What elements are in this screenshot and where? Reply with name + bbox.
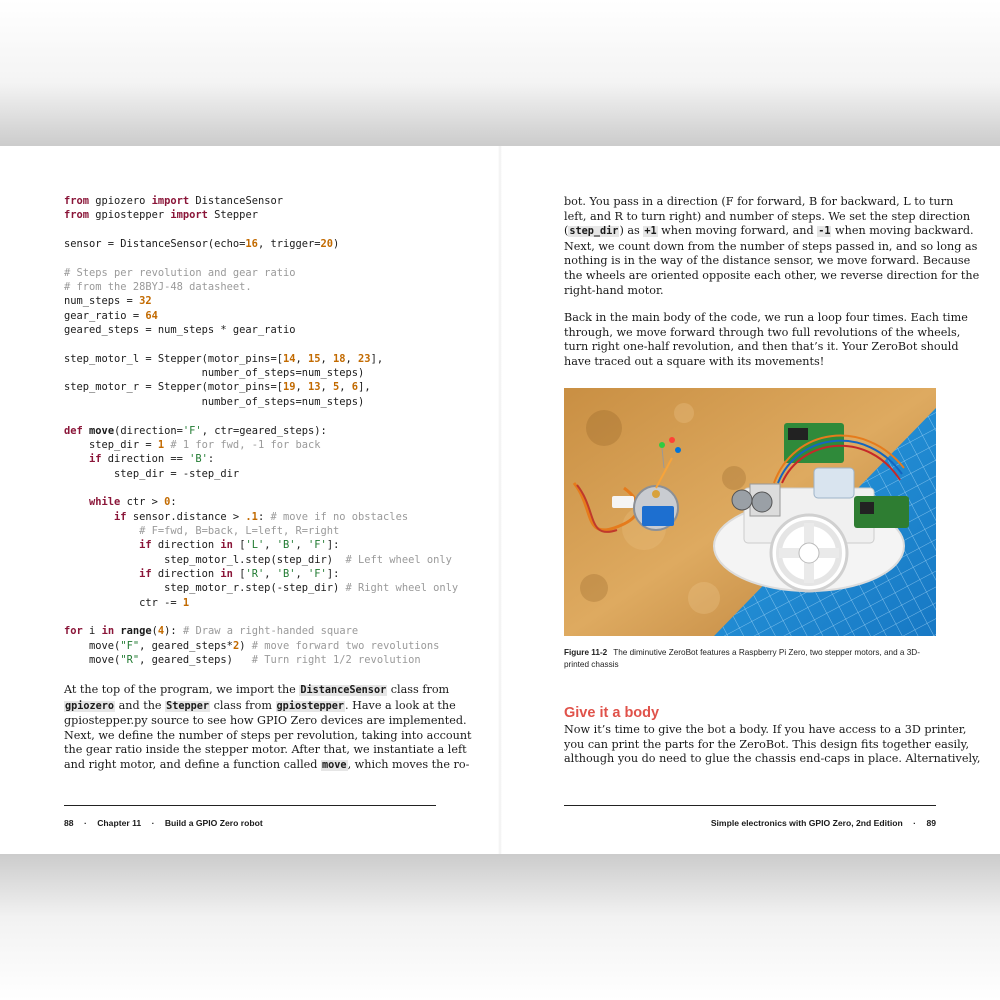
footer-separator: · [913, 818, 917, 828]
paragraph-line: you can print the parts for the ZeroBot. This design fits together easily, [564, 737, 970, 751]
inline-code: gpiozero [65, 700, 115, 712]
right-footer-rule [564, 805, 936, 806]
book-title: Simple electronics with GPIO Zero, 2nd Edition [710, 818, 903, 828]
code-line: gear_ratio = 64 [64, 309, 158, 322]
code-line: for i in range(4): # Draw a right-handed square [64, 625, 359, 638]
code-line: if direction in ['R', 'B', 'F']: [139, 567, 340, 580]
paragraph-line: left, and R to turn right) and number of steps. We set the step direction [564, 209, 971, 223]
paragraph-line: although you do need to glue the chassis end-caps in place. Alternatively, [564, 752, 981, 766]
code-line: # from the 28BYJ-48 datasheet. [64, 281, 252, 294]
book-spine [498, 146, 502, 854]
code-line: if direction in ['L', 'B', 'F']: [139, 539, 340, 552]
code-line: # F=fwd, B=back, L=left, R=right [139, 524, 340, 537]
paragraph-line: turn right one-half revolution, and then that’s it. Your ZeroBot should [564, 340, 959, 354]
code-line [64, 409, 484, 423]
background-shadow-bottom [0, 850, 1000, 1000]
paragraph-line: Next, we count down from the number of steps passed in, and so long as [564, 239, 978, 253]
inline-code: step_dir [569, 226, 619, 238]
inline-code: DistanceSensor [300, 685, 387, 696]
paragraph-line: At the top of the program, we import the DistanceSensor class from [64, 683, 450, 696]
paragraph-line: Now it’s time to give the bot a body. If you have access to a 3D printer, [564, 723, 967, 736]
paragraph-line: have traced out a square with its movements! [564, 354, 825, 368]
figure-label: Figure 11-2 [564, 648, 608, 657]
code-line: sensor = DistanceSensor(echo=16, trigger=20) [64, 238, 340, 251]
background-shadow-top [0, 0, 1000, 150]
inline-code: gpiostepper [276, 700, 345, 712]
right-paragraph-2 [564, 311, 968, 369]
left-footer-rule [64, 805, 436, 806]
paragraph-line: Next, we define the number of steps per revolution, taking into account [64, 728, 472, 742]
paragraph-line: right-hand motor. [564, 283, 664, 297]
code-line: num_steps = 32 [64, 295, 152, 308]
paragraph-line: gpiozero and the Stepper class from gpiostepper. Have a look at the [65, 698, 456, 712]
zerobot-photo [564, 388, 936, 636]
chapter-label: Chapter 11 [97, 818, 142, 828]
code-line: from gpiozero import DistanceSensor [64, 195, 283, 207]
code-line: step_motor_r.step(-step_dir) # Right wheel only [64, 582, 459, 595]
figure-caption: Figure 11-2 The diminutive ZeroBot features a Raspberry Pi Zero, two stepper motors, and a 3D- printed chassis [564, 648, 920, 669]
code-line [64, 481, 484, 495]
code-line: def move(direction='F', ctr=geared_steps): [64, 424, 327, 437]
code-line [64, 337, 484, 351]
left-footer [64, 818, 263, 828]
code-line: number_of_steps=num_steps) [64, 367, 365, 380]
code-line: if direction == 'B': [89, 453, 215, 466]
paragraph-line: the wheels are oriented opposite each other, we reverse direction for the [564, 268, 980, 282]
code-line: step_motor_l.step(step_dir) # Left wheel only [64, 553, 452, 566]
code-line: move("F", geared_steps*2) # move forward two revolutions [64, 639, 440, 652]
paragraph-line: bot. You pass in a direction (F for forward, B for backward, L to turn [564, 195, 954, 208]
chapter-title: Build a GPIO Zero robot [164, 818, 263, 828]
page-number: 89 [926, 818, 936, 828]
footer-separator: · [151, 818, 155, 828]
code-line: step_motor_r = Stepper(motor_pins=[19, 13, 5, 6], [64, 381, 371, 394]
code-line [64, 223, 484, 237]
code-line: # Steps per revolution and gear ratio [64, 266, 296, 279]
paragraph-line: the gear ratio inside the stepper motor. After that, we instantiate a left [64, 743, 467, 757]
code-line: while ctr > 0: [89, 496, 177, 509]
inline-code: Stepper [166, 700, 210, 712]
paragraph-line: (step_dir) as +1 when moving forward, and -1 when moving backward. [564, 224, 974, 238]
left-paragraph [64, 683, 472, 774]
code-line: if sensor.distance > .1: # move if no obstacles [114, 510, 409, 523]
code-line: step_dir = 1 # 1 for fwd, -1 for back [64, 438, 321, 451]
right-paragraph-3 [564, 723, 981, 767]
paragraph-line: Back in the main body of the code, we run a loop four times. Each time [564, 311, 968, 324]
inline-code: -1 [818, 226, 831, 238]
code-line: move("R", geared_steps) # Turn right 1/2 revolution [64, 654, 421, 666]
code-line: geared_steps = num_steps * gear_ratio [64, 324, 296, 337]
right-paragraph-1 [564, 195, 980, 298]
inline-code: +1 [644, 226, 657, 238]
code-line: step_motor_l = Stepper(motor_pins=[14, 15, 18, 23], [64, 352, 384, 365]
page-number: 88 [64, 818, 74, 828]
right-footer [711, 818, 936, 828]
paragraph-line: and right motor, and define a function called move, which moves the ro- [64, 757, 470, 771]
footer-separator: · [83, 818, 87, 828]
code-line: step_dir = -step_dir [64, 467, 240, 480]
paragraph-line: through, we move forward through two full revolutions of the wheels, [564, 325, 961, 339]
code-line: number_of_steps=num_steps) [64, 395, 365, 408]
code-line [64, 251, 484, 265]
inline-code: move [322, 759, 347, 771]
code-line: ctr -= 1 [64, 596, 190, 609]
paragraph-line: gpiostepper.py source to see how GPIO Zero devices are implemented. [64, 714, 467, 728]
code-listing [64, 194, 484, 667]
paragraph-line: nothing is in the way of the distance sensor, we move forward. Because [564, 254, 971, 268]
code-line: from gpiostepper import Stepper [64, 209, 258, 222]
section-heading: Give it a body [564, 705, 660, 721]
code-line [64, 610, 484, 624]
